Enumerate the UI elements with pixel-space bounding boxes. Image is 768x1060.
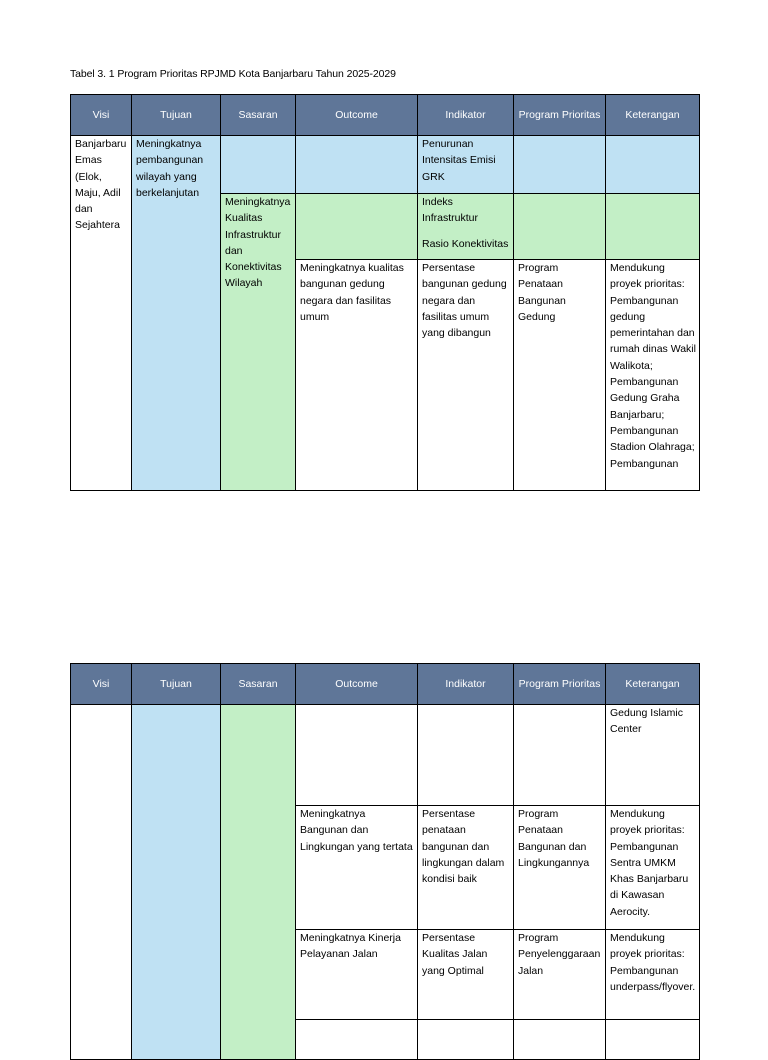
keterangan-text: Gedung Islamic Center	[610, 707, 683, 736]
keterangan-cell	[606, 136, 700, 194]
program-cell	[514, 194, 606, 260]
indikator-cell	[418, 806, 514, 930]
priority-program-table	[70, 94, 700, 491]
outcome-cell	[296, 806, 418, 930]
indikator-cell	[418, 705, 514, 806]
header-indikator: Indikator	[418, 664, 514, 705]
program-cell	[514, 136, 606, 194]
program-cell	[514, 930, 606, 1020]
header-sasaran: Sasaran	[221, 664, 296, 705]
header-program-prioritas: Program Prioritas	[514, 664, 606, 705]
outcome-cell	[296, 930, 418, 1020]
sasaran-text: Meningkatnya Kualitas Infrastruktur dan Konektivitas Wilayah	[225, 196, 291, 290]
indikator-text: Penurunan Intensitas Emisi GRK	[422, 138, 496, 183]
sasaran-cell	[221, 705, 296, 1060]
program-text: Program Penyelenggaraan Jalan	[518, 932, 601, 977]
indikator-text: Indeks Infrastruktur	[422, 196, 479, 225]
table-row	[71, 136, 700, 194]
indikator-cell	[418, 194, 514, 260]
header-visi: Visi	[71, 95, 132, 136]
tujuan-cell	[132, 136, 221, 491]
outcome-text: Meningkatnya Kinerja Pelayanan Jalan	[300, 932, 401, 961]
keterangan-cell	[606, 260, 700, 491]
table-row	[71, 705, 700, 806]
indikator-cell	[418, 260, 514, 491]
keterangan-cell	[606, 930, 700, 1020]
sasaran-cell	[221, 194, 296, 491]
keterangan-cell	[606, 1020, 700, 1060]
keterangan-cell	[606, 705, 700, 806]
header-indikator: Indikator	[418, 95, 514, 136]
indikator-text: Persentase penataan bangunan dan lingkungan dalam kondisi baik	[422, 808, 505, 886]
table-caption: Tabel 3. 1 Program Prioritas RPJMD Kota Banjarbaru Tahun 2025-2029	[70, 68, 396, 80]
visi-text: Banjarbaru Emas (Elok, Maju, Adil dan Sejahtera	[75, 138, 127, 232]
priority-program-table-continued	[70, 663, 700, 1060]
header-outcome: Outcome	[296, 95, 418, 136]
indikator-text: Rasio Konektivitas	[422, 237, 509, 250]
header-tujuan: Tujuan	[132, 664, 221, 705]
keterangan-cell	[606, 806, 700, 930]
table-header-row	[71, 95, 700, 136]
header-keterangan: Keterangan	[606, 664, 700, 705]
header-visi: Visi	[71, 664, 132, 705]
indikator-cell	[418, 1020, 514, 1060]
keterangan-text: Mendukung proyek prioritas: Pembangunan underpass/flyover.	[610, 932, 696, 993]
program-cell	[514, 1020, 606, 1060]
indikator-cell	[418, 136, 514, 194]
header-outcome: Outcome	[296, 664, 418, 705]
program-cell	[514, 260, 606, 491]
outcome-text: Meningkatnya Bangunan dan Lingkungan yang tertata	[300, 808, 413, 853]
outcome-cell	[296, 194, 418, 260]
tujuan-text: Meningkatnya pembangunan wilayah yang berkelanjutan	[136, 138, 204, 199]
visi-cell	[71, 136, 132, 491]
table-header-row	[71, 664, 700, 705]
header-sasaran: Sasaran	[221, 95, 296, 136]
header-tujuan: Tujuan	[132, 95, 221, 136]
header-keterangan: Keterangan	[606, 95, 700, 136]
visi-cell	[71, 705, 132, 1060]
outcome-text: Meningkatnya kualitas bangunan gedung negara dan fasilitas umum	[300, 262, 404, 323]
program-text: Program Penataan Bangunan Gedung	[518, 262, 566, 323]
keterangan-text: Mendukung proyek prioritas: Pembangunan gedung pemerintahan dan rumah dinas Wakil Walikota; Pembangunan Gedung Graha Banjarbaru; Pembangunan Stadion Olahraga; Pembangunan	[610, 262, 696, 470]
keterangan-cell	[606, 194, 700, 260]
header-program-prioritas: Program Prioritas	[514, 95, 606, 136]
outcome-cell	[296, 1020, 418, 1060]
outcome-cell	[296, 260, 418, 491]
program-text: Program Penataan Bangunan dan Lingkungannya	[518, 808, 590, 869]
program-cell	[514, 806, 606, 930]
indikator-text: Persentase bangunan gedung negara dan fasilitas umum yang dibangun	[422, 262, 507, 340]
indikator-text: Persentase Kualitas Jalan yang Optimal	[422, 932, 488, 977]
tujuan-cell	[132, 705, 221, 1060]
outcome-cell	[296, 705, 418, 806]
keterangan-text: Mendukung proyek prioritas: Pembangunan Sentra UMKM Khas Banjarbaru di Kawasan Aerocity.	[610, 808, 689, 918]
outcome-cell	[296, 136, 418, 194]
program-cell	[514, 705, 606, 806]
indikator-cell	[418, 930, 514, 1020]
sasaran-cell	[221, 136, 296, 194]
